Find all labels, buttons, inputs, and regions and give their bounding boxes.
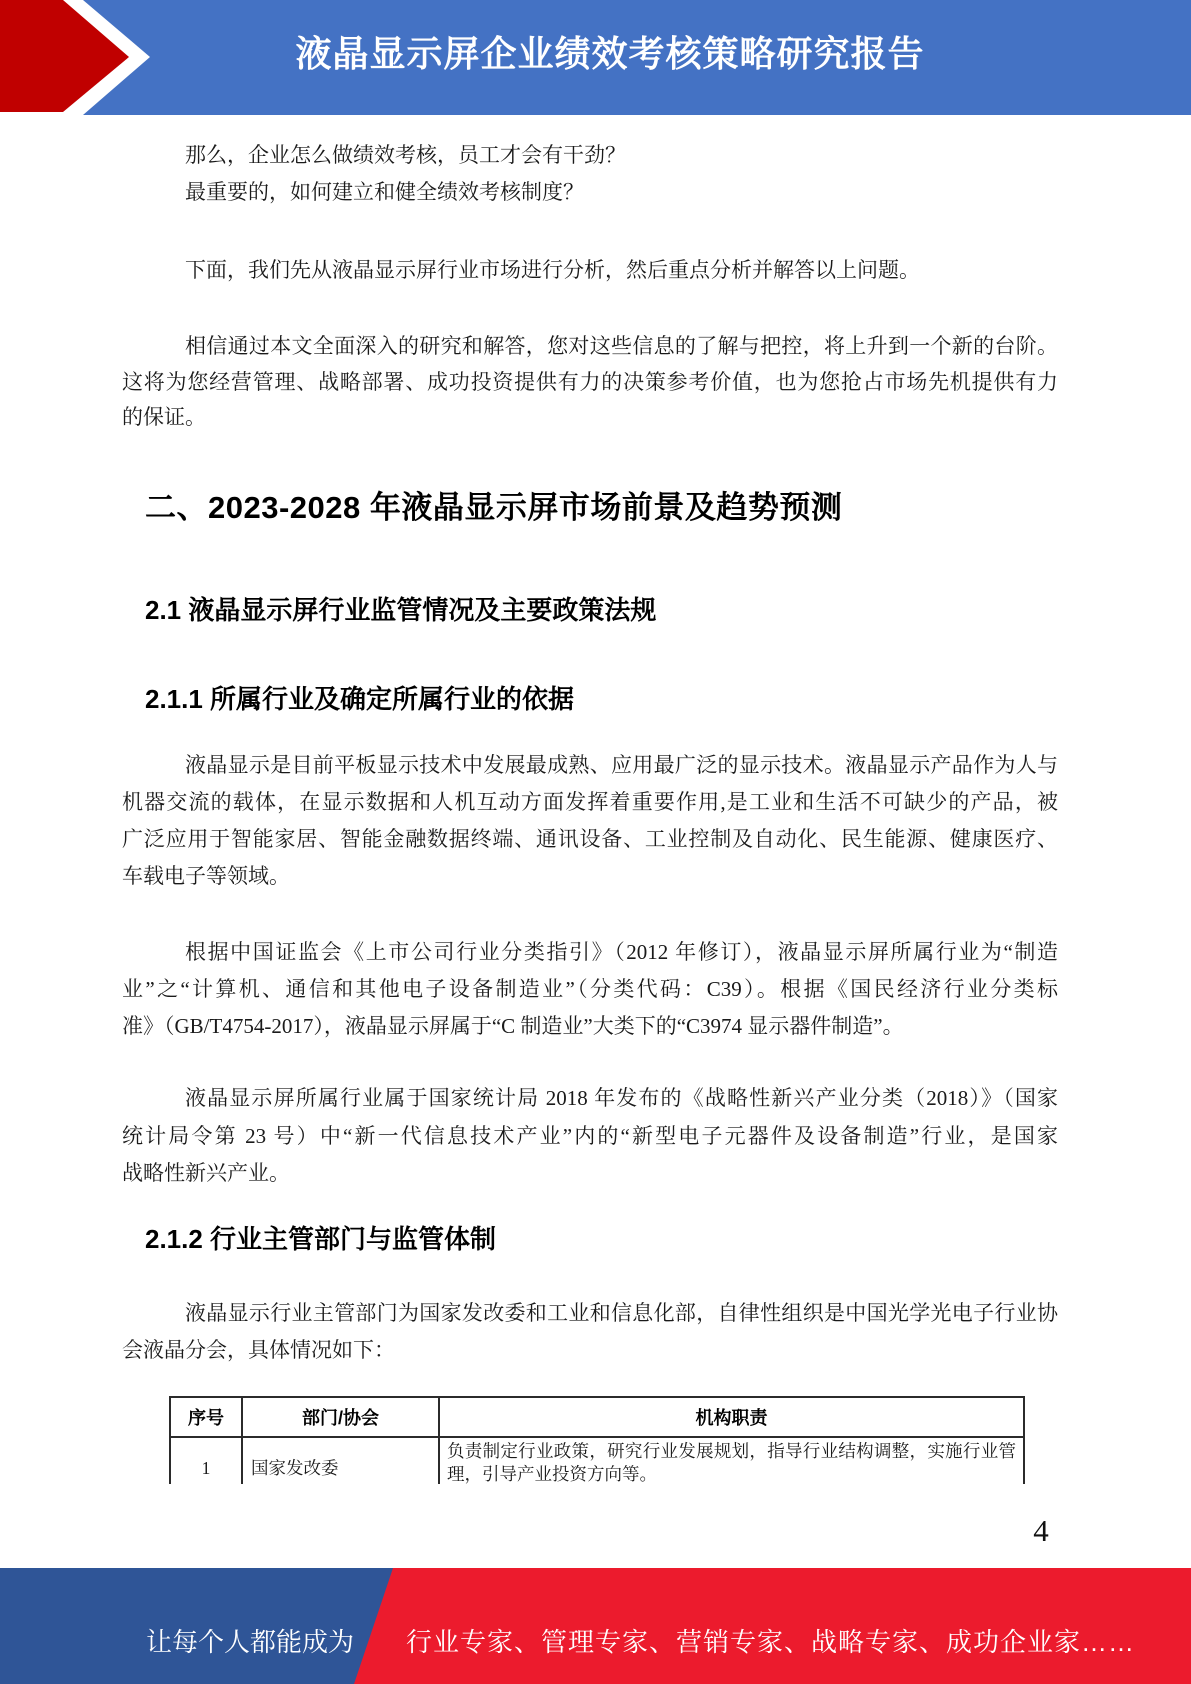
table-header-department: 部门/协会 <box>242 1397 439 1437</box>
report-title: 液晶显示屏企业绩效考核策略研究报告 <box>295 33 925 74</box>
page-header-banner <box>0 0 1191 115</box>
intro-lead-paragraph: 下面，我们先从液晶显示屏行业市场进行分析，然后重点分析并解答以上问题。 <box>185 258 920 282</box>
paragraph-strategic-industry: 液晶显示屏所属行业属于国家统计局 2018 年发布的《战略性新兴产业分类（2018）》（国家 统计局令第 23 号）中“新一代信息技术产业”内的“新型电子元器件及设备制造”行业，是国家 战略性新兴产业。 <box>122 1086 1058 1185</box>
paragraph-regulators-intro: 液晶显示行业主管部门为国家发改委和工业和信息化部，自律性组织是中国光学光电子行业协 会液晶分会，具体情况如下： <box>122 1301 1058 1362</box>
page-number: 4 <box>1033 1513 1049 1548</box>
subsection-heading-2-1-2: 2.1.2 行业主管部门与监管体制 <box>145 1224 497 1254</box>
subsection-heading-2-1-1: 2.1.1 所属行业及确定所属行业的依据 <box>145 684 575 714</box>
footer-slogan-left: 让每个人都能成为 <box>145 1627 354 1657</box>
table-cell-duty: 负责制定行业政策，研究行业发展规划，指导行业结构调整，实施行业管理，引导产业投资方向等。 <box>439 1437 1024 1484</box>
intro-question-1: 那么，企业怎么做绩效考核，员工才会有干劲？ <box>185 143 626 167</box>
page-footer <box>0 1568 1191 1684</box>
table-cell-index: 1 <box>170 1437 242 1484</box>
paragraph-industry-overview: 液晶显示是目前平板显示技术中发展最成熟、应用最广泛的显示技术。液晶显示产品作为人与 机器交流的载体，在显示数据和人机互动方面发挥着重要作用,是工业和生活不可缺少的产品，被 广泛应用于智能家居、智能金融数据终端、通讯设备、工业控制及自动化、民生能源、健康医疗、 车载电子等领域。 <box>122 753 1058 888</box>
footer-slogan-right: 行业专家、管理专家、营销专家、战略专家、成功企业家…… <box>406 1627 1136 1657</box>
table-header-row <box>170 1397 1024 1437</box>
regulators-table-container <box>169 1396 1025 1484</box>
subsection-heading-2-1: 2.1 液晶显示屏行业监管情况及主要政策法规 <box>145 595 657 625</box>
table-row <box>170 1437 1024 1484</box>
table-cell-department: 国家发改委 <box>242 1437 439 1484</box>
regulators-table <box>169 1396 1025 1484</box>
table-header-duty: 机构职责 <box>439 1397 1024 1437</box>
paragraph-industry-classification: 根据中国证监会《上市公司行业分类指引》（2012 年修订），液晶显示屏所属行业为“制造 业”之“计算机、通信和其他电子设备制造业”（分类代码：C39）。根据《国民经济行业分类标 准》（GB/T4754-2017），液晶显示屏属于“C 制造业”大类下的“C3974 显示器件制造”。 <box>122 940 1058 1038</box>
intro-question-2: 最重要的，如何建立和健全绩效考核制度？ <box>185 180 584 204</box>
belief-paragraph: 相信通过本文全面深入的研究和解答，您对这些信息的了解与把控，将上升到一个新的台阶。 这将为您经营管理、战略部署、成功投资提供有力的决策参考价值，也为您抢占市场先机提供有力 的保证。 <box>122 334 1058 429</box>
section-heading-2: 二、2023-2028 年液晶显示屏市场前景及趋势预测 <box>145 490 843 525</box>
table-header-index: 序号 <box>170 1397 242 1437</box>
